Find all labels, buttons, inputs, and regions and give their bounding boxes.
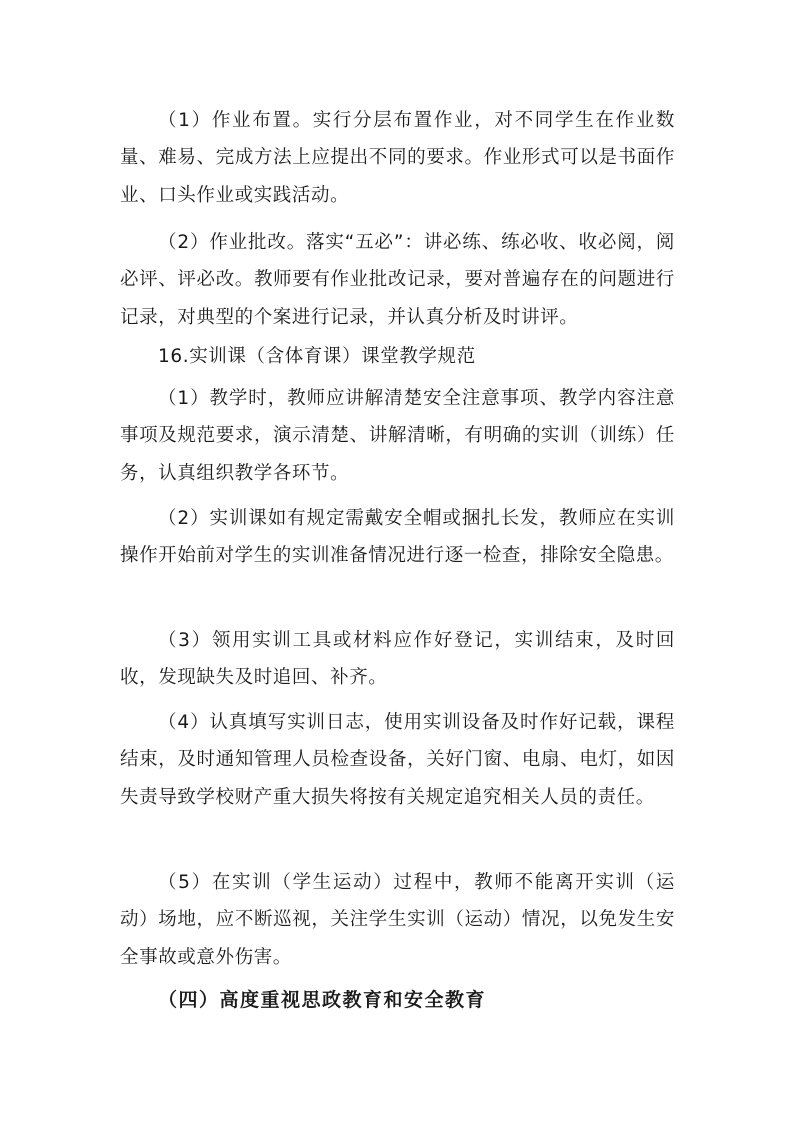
paragraph-training-log: （4）认真填写实训日志，使用实训设备及时作好记载，课程结束，及时通知管理人员检查设备，关好门窗、电扇、电灯，如因失责导致学校财产重大损失将按有关规定追究相关人员的责任。 (120, 712, 675, 808)
paragraph-training-tools: （3）领用实训工具或材料应作好登记，实训结束，及时回收，发现缺失及时追回、补齐。 (120, 630, 675, 689)
paragraph-training-supervision: （5）在实训（学生运动）过程中，教师不能离开实训（运动）场地，应不断巡视，关注学生实训（运动）情况，以免发生安全事故或意外伤害。 (120, 872, 675, 968)
subsection-heading-practical-training: 16.实训课（含体育课）课堂教学规范 (158, 346, 476, 367)
paragraph-homework-assignment: （1）作业布置。实行分层布置作业，对不同学生在作业数量、难易、完成方法上应提出不同的要求。作业形式可以是书面作业、口头作业或实践活动。 (120, 110, 675, 206)
paragraph-homework-grading: （2）作业批改。落实“五必”：讲必练、练必收、收必阅，阅必评、评必改。教师要有作业批改记录，要对普遍存在的问题进行记录，对典型的个案进行记录，并认真分析及时讲评。 (120, 232, 675, 328)
section-heading: （四）高度重视思政教育和安全教育 (158, 989, 487, 1011)
paragraph-training-safety-check: （2）实训课如有规定需戴安全帽或捆扎长发，教师应在实训操作开始前对学生的实训准备情况进行逐一检查，排除安全隐患。 (120, 508, 675, 567)
paragraph-training-teaching: （1）教学时，教师应讲解清楚安全注意事项、教学内容注意事项及规范要求，演示清楚、讲解清晰，有明确的实训（训练）任务，认真组织教学各环节。 (120, 388, 675, 484)
